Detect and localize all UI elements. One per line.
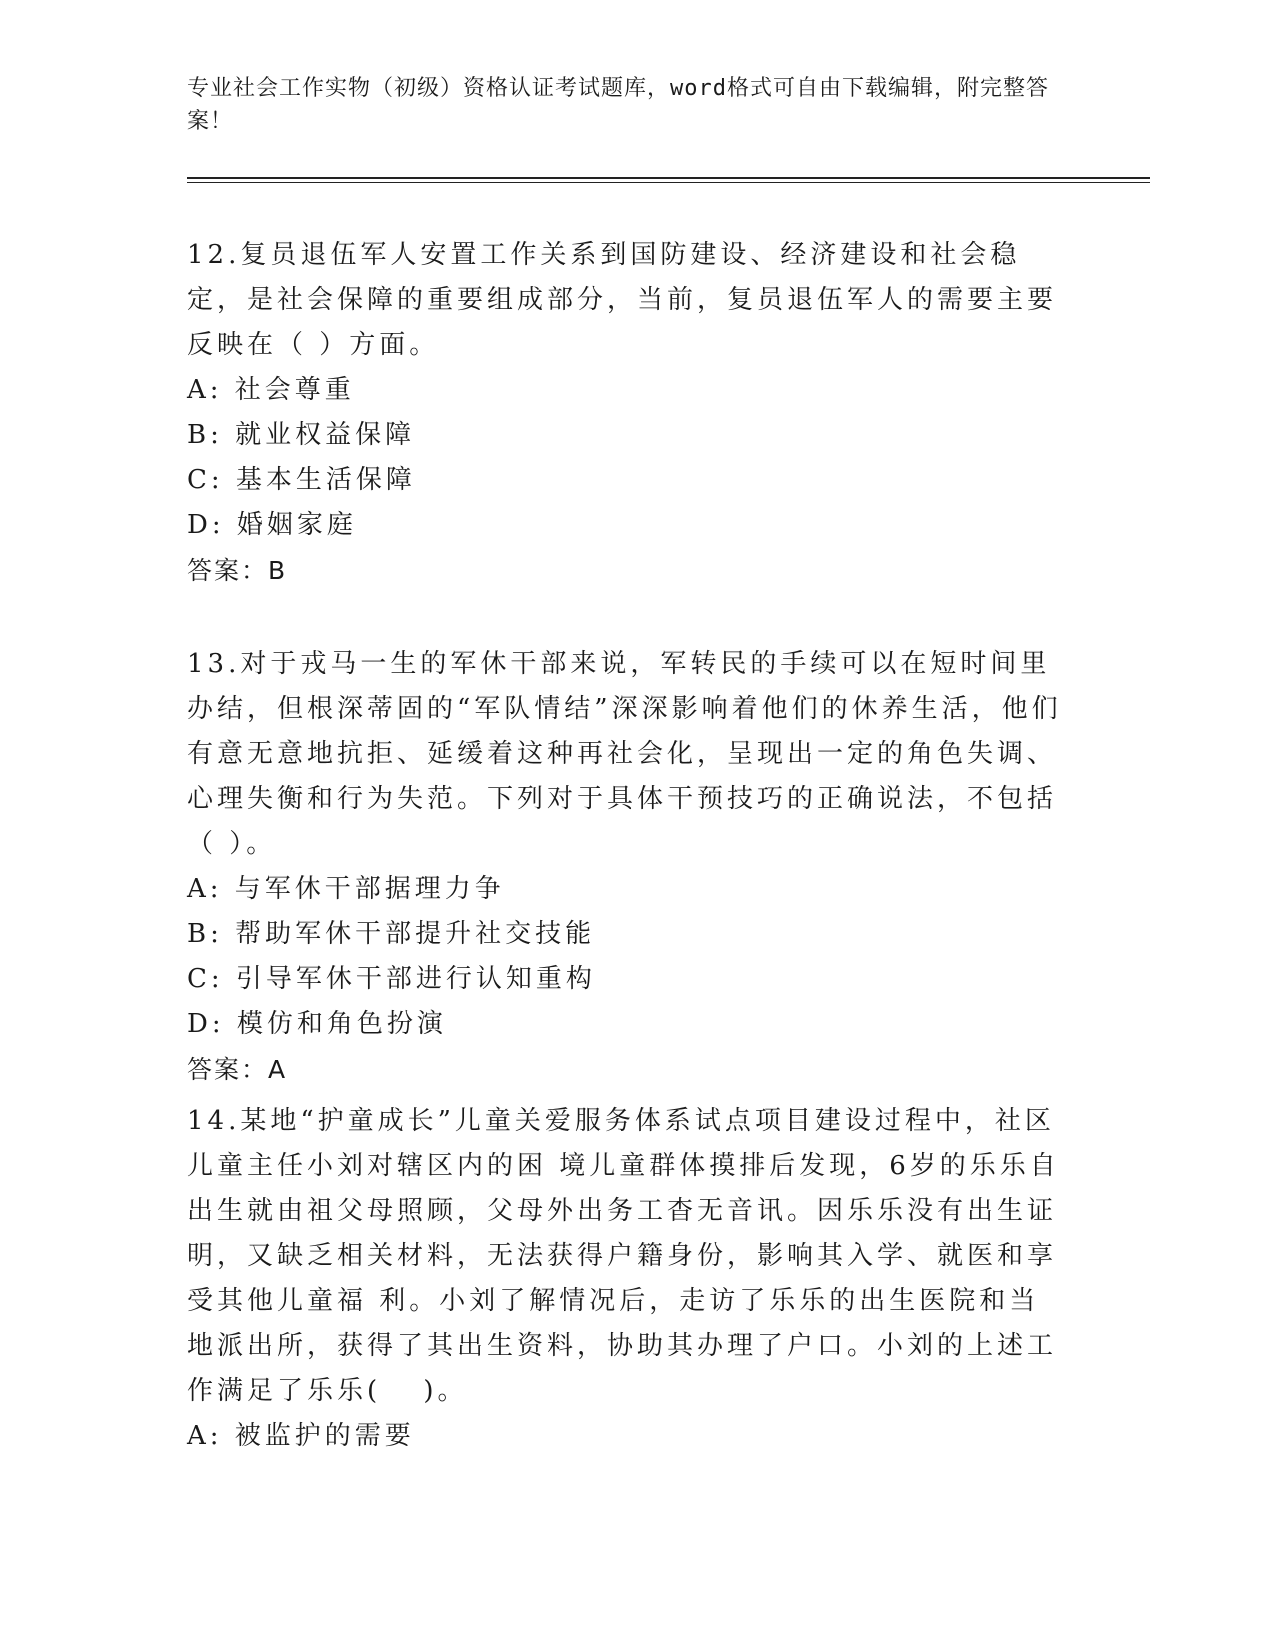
document-header: 专业社会工作实物（初级）资格认证考试题库，word格式可自由下载编辑，附完整答案！ [187, 76, 1049, 134]
question-14 [187, 1099, 1067, 1459]
question-stem: 12.复员退伍军人安置工作关系到国防建设、经济建设和社会稳定，是社会保障的重要组成部分，当前，复员退伍军人的需要主要反映在（ ）方面。 [187, 240, 1058, 360]
question-stem: 13.对于戎马一生的军休干部来说，军转民的手续可以在短时间里办结，但根深蒂固的“军队情结”深深影响着他们的休养生活，他们有意无意地抗拒、延缓着这种再社会化，呈现出一定的角色失调、心理失衡和行为失范。下列对于具体干预技巧的正确说法，不包括（ ）。 [187, 649, 1062, 859]
answer: 答案：A [187, 1055, 288, 1084]
option-a: A: 与军休干部据理力争 [187, 874, 505, 904]
option-a: A: 被监护的需要 [187, 1421, 415, 1451]
option-b: B: 就业权益保障 [187, 420, 416, 450]
header-divider [187, 177, 1150, 183]
option-a: A: 社会尊重 [187, 375, 355, 405]
question-stem: 14.某地“护童成长”儿童关爱服务体系试点项目建设过程中，社区儿童主任小刘对辖区内的困 境儿童群体摸排后发现，6岁的乐乐自出生就由祖父母照顾，父母外出务工杳无音讯。因乐乐没有出生证明，又缺乏相关材料，无法获得户籍身份，影响其入学、就医和享受其他儿童福 利。小刘了解情况后，走访了乐乐的出生医院和当地派出所，获得了其出生资料，协助其办理了户口。小刘的上述工作满足了乐乐( )。 [187, 1106, 1060, 1406]
question-13 [187, 642, 1067, 1092]
document-page [187, 0, 1147, 1650]
option-c: C: 引导军休干部进行认知重构 [187, 964, 596, 994]
option-b: B: 帮助军休干部提升社交技能 [187, 919, 596, 949]
question-12 [187, 233, 1067, 593]
option-c: C: 基本生活保障 [187, 465, 416, 495]
answer: 答案：B [187, 556, 288, 585]
option-d: D: 婚姻家庭 [187, 510, 357, 540]
option-d: D: 模仿和角色扮演 [187, 1009, 447, 1039]
